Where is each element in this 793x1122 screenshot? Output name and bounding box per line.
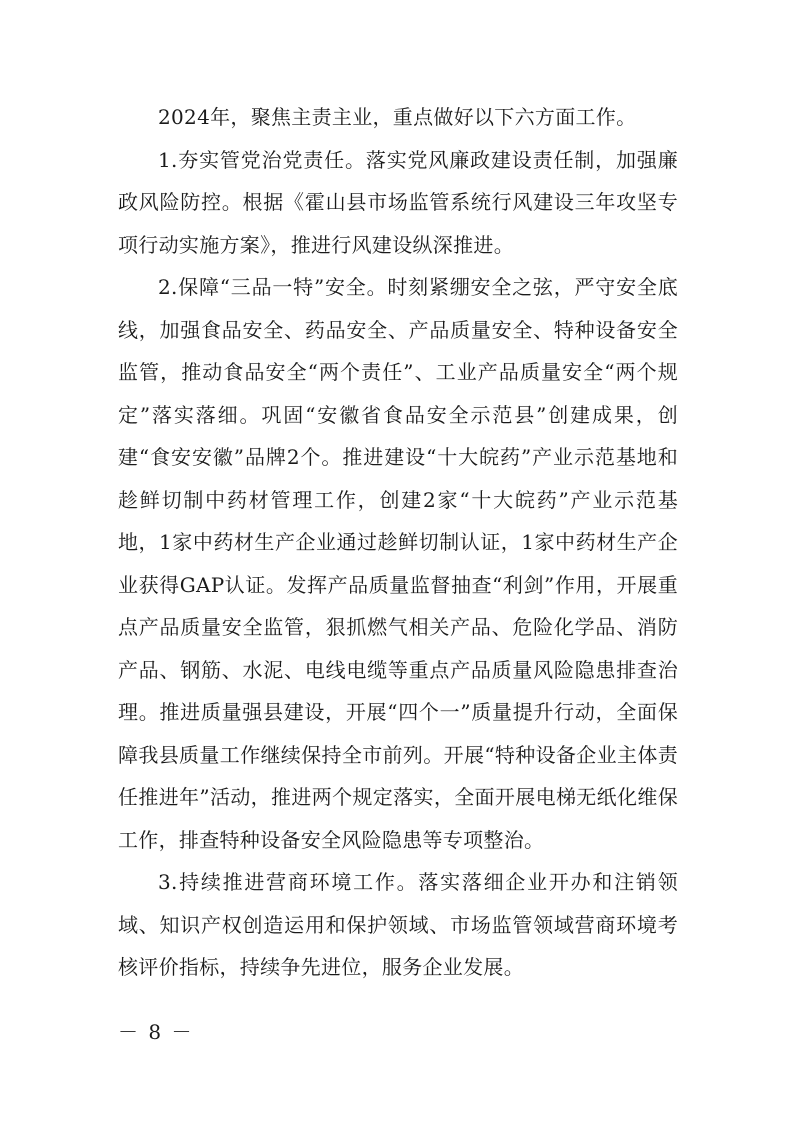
intro-paragraph: 2024年，聚焦主责主业，重点做好以下六方面工作。 bbox=[158, 105, 637, 129]
page-number: － 8 － bbox=[118, 1020, 194, 1044]
paragraph-item-2: 2.保障“三品一特”安全。时刻紧绷安全之弦，严守安全底线，加强食品安全、药品安全、产品质量安全、特种设备安全监管，推动食品安全“两个责任”、工业产品质量安全“两个规定”落实落细。巩固“安徽省食品安全示范县”创建成果，创建“食安安徽”品牌2个。推进建设“十大皖药”产业示范基地和趁鲜切制中药材管理工作，创建2家“十大皖药”产业示范基地，1家中药材生产企业通过趁鲜切制认证，1家中药材生产企业获得GAP认证。发挥产品质量监督抽查“利剑”作用，开展重点产品质量安全监管，狠抓燃气相关产品、危险化学品、消防产品、钢筋、水泥、电线电缆等重点产品质量风险隐患排查治理。推进质量强县建设，开展“四个一”质量提升行动，全面保障我县质量工作继续保持全市前列。开展“特种设备企业主体责任推进年”活动，推进两个规定落实，全面开展电梯无纸化维保工作，排查特种设备安全风险隐患等专项整治。 bbox=[118, 275, 678, 852]
paragraph-item-1: 1.夯实管党治党责任。落实党风廉政建设责任制，加强廉政风险防控。根据《霍山县市场监管系统行风建设三年攻坚专项行动实施方案》，推进行风建设纵深推进。 bbox=[118, 147, 678, 257]
paragraph-item-3: 3.持续推进营商环境工作。落实落细企业开办和注销领域、知识产权创造运用和保护领域、市场监管领域营商环境考核评价指标，持续争先进位，服务企业发展。 bbox=[118, 870, 678, 979]
document-body bbox=[118, 96, 678, 989]
